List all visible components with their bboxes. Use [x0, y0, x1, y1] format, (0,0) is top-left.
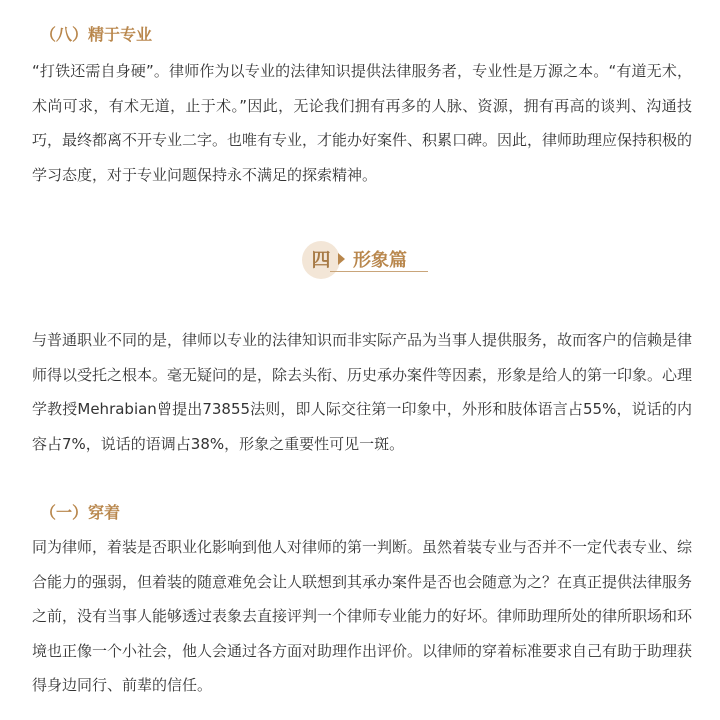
section-heading-1: （一）穿着 — [40, 503, 121, 522]
chapter-title-underline — [330, 271, 428, 272]
intro-paragraph: 与普通职业不同的是，律师以专业的法律知识而非实际产品为当事人提供服务，故而客户的信赖是律师得以受托之根本。毫无疑问的是，除去头衔、历史承办案件等因素，形象是给人的第一印象。心理学教授Mehrabian曾提出73855法则，即人际交往第一印象中，外形和肢体语言占55%，说话的内容占7%，说话的语调占38%，形象之重要性可见一斑。 — [32, 331, 693, 453]
section-paragraph-1: 同为律师，着装是否职业化影响到他人对律师的第一判断。虽然着装专业与否并不一定代表专业、综合能力的强弱，但着装的随意难免会让人联想到其承办案件是否也会随意为之？在真正提供法律服务之前，没有当事人能够透过表象去直接评判一个律师专业能力的好坏。律师助理所处的律所职场和环境也正像一个小社会，他人会通过各方面对助理作出评价。以律师的穿着标准要求自己有助于助理获得身边同行、前辈的信任。 — [32, 538, 693, 695]
section-paragraph-8: “打铁还需自身硬”。律师作为以专业的法律知识提供法律服务者，专业性是万源之本。“有道无术，术尚可求，有术无道，止于术。”因此，无论我们拥有再多的人脉、资源，拥有再高的谈判、沟通技巧，最终都离不开专业二字。也唯有专业，才能办好案件、积累口碑。因此，律师助理应保持积极的学习态度，对于专业问题保持永不满足的探索精神。 — [32, 62, 693, 184]
section-heading-8: （八）精于专业 — [40, 25, 153, 44]
chapter-number-badge: 四 — [302, 241, 340, 279]
chapter-title-label: 形象篇 — [353, 250, 407, 271]
triangle-right-icon — [338, 253, 345, 265]
chapter-title — [300, 239, 430, 279]
